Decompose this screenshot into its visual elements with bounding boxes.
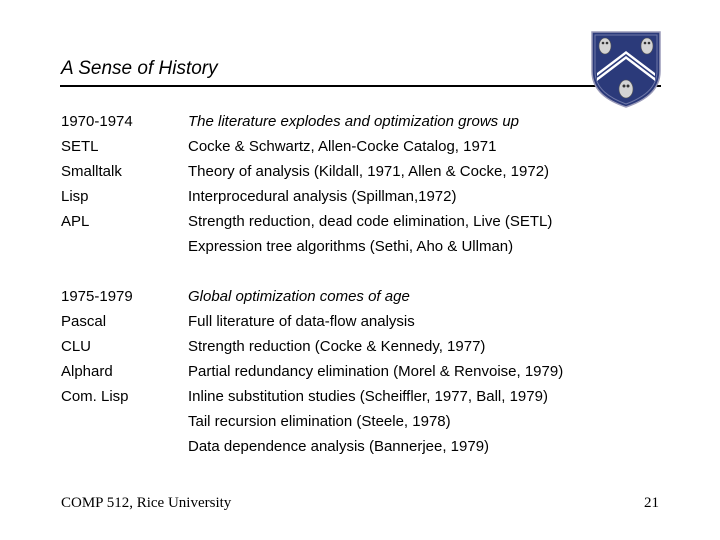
history-entry: Expression tree algorithms (Sethi, Aho & Ullman) — [188, 238, 514, 255]
language-label: APL — [61, 213, 90, 230]
language-label: CLU — [61, 338, 92, 355]
language-label: Smalltalk — [61, 163, 122, 180]
language-label: Com. Lisp — [61, 388, 129, 405]
language-label: Pascal — [61, 313, 107, 330]
slide-title: A Sense of History — [61, 58, 218, 79]
history-entry: Data dependence analysis (Bannerjee, 1979) — [188, 438, 490, 455]
period-2-years: 1975-1979 — [61, 288, 133, 305]
footer-course: COMP 512, Rice University — [61, 495, 232, 511]
period-1-heading: The literature explodes and optimization grows up — [188, 113, 520, 130]
title-divider — [60, 85, 661, 87]
history-entry: Partial redundancy elimination (Morel & Renvoise, 1979) — [188, 363, 564, 380]
period-2-heading: Global optimization comes of age — [188, 288, 410, 305]
period-1-years: 1970-1974 — [61, 113, 133, 130]
history-entry: Tail recursion elimination (Steele, 1978) — [188, 413, 451, 430]
history-entry: Cocke & Schwartz, Allen-Cocke Catalog, 1971 — [188, 138, 497, 155]
language-label: Alphard — [61, 363, 113, 380]
history-entry: Inline substitution studies (Scheiffler, 1977, Ball, 1979) — [188, 388, 548, 405]
rice-university-crest-icon — [589, 29, 663, 109]
history-entry: Strength reduction (Cocke & Kennedy, 1977) — [188, 338, 486, 355]
history-entry: Strength reduction, dead code elimination, Live (SETL) — [188, 213, 553, 230]
history-entry: Theory of analysis (Kildall, 1971, Allen & Cocke, 1972) — [188, 163, 550, 180]
page-number: 21 — [644, 495, 659, 511]
language-label: SETL — [61, 138, 99, 155]
language-label: Lisp — [61, 188, 89, 205]
history-entry: Interprocedural analysis (Spillman,1972) — [188, 188, 457, 205]
history-entry: Full literature of data-flow analysis — [188, 313, 415, 330]
